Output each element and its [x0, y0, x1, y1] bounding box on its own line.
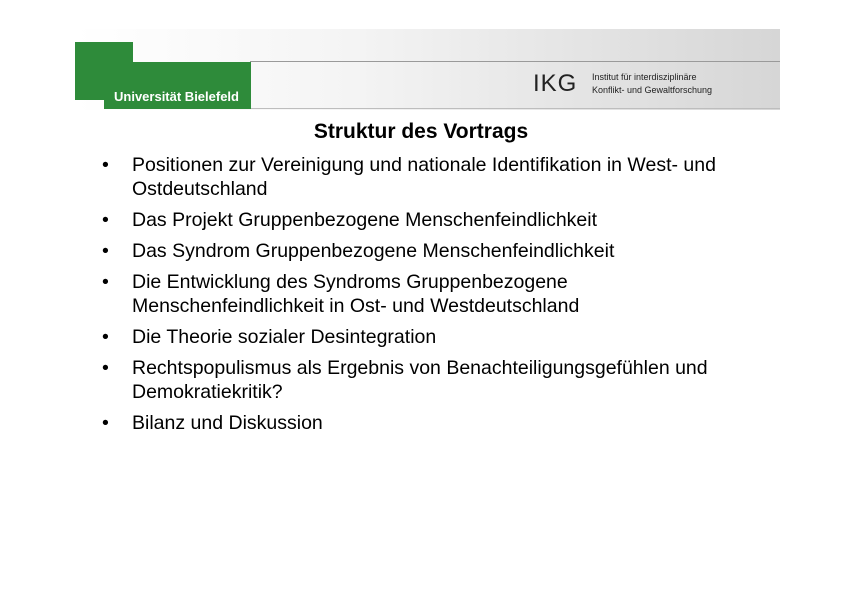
bullet-item: • Das Projekt Gruppenbezogene Menschenfeindlichkeit — [102, 208, 762, 232]
bullet-item: • Die Entwicklung des Syndroms Gruppenbezogene Menschenfeindlichkeit in Ost- und Westdeutschland — [102, 270, 762, 318]
institute-name-line-1: Institut für interdisziplinäre — [592, 72, 697, 82]
institute-name-line-2: Konflikt- und Gewaltforschung — [592, 85, 713, 95]
university-name: Universität Bielefeld — [114, 89, 239, 104]
bullet-item: • Positionen zur Vereinigung und nationale Identifikation in West- und Ostdeutschland — [102, 153, 762, 201]
header-bottom-divider — [250, 108, 780, 109]
bullet-item: • Das Syndrom Gruppenbezogene Menschenfeindlichkeit — [102, 239, 762, 263]
slide-title: Struktur des Vortrags — [313, 120, 529, 143]
institute-name — [592, 71, 712, 97]
bullet-item: • Bilanz und Diskussion — [102, 411, 762, 435]
bullet-item: • Rechtspopulismus als Ergebnis von Benachteiligungsgefühlen und Demokratiekritik? — [102, 356, 762, 404]
bullet-item: • Die Theorie sozialer Desintegration — [102, 325, 762, 349]
institute-abbreviation: IKG — [533, 70, 578, 97]
header-divider — [250, 61, 780, 62]
bullet-list — [102, 153, 762, 442]
